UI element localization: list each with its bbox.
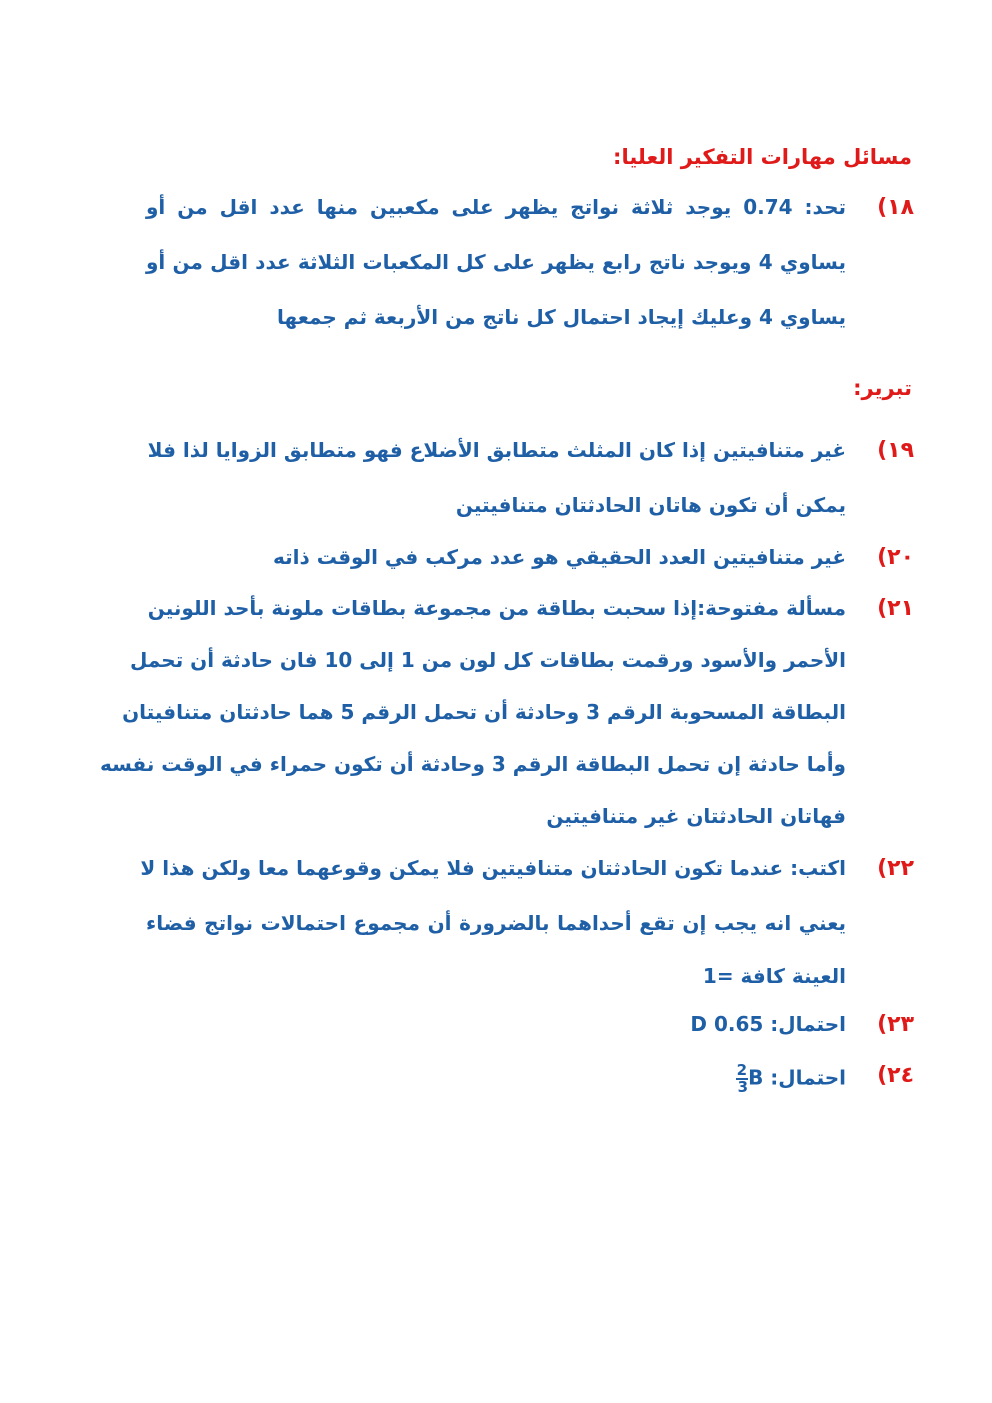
question-number: ١٩) — [877, 438, 914, 463]
answer-line: فهاتان الحادثتان غير متنافيتين — [546, 804, 846, 828]
answer-line: العينة كافة =1 — [702, 964, 846, 988]
answer-line: مسألة مفتوحة:إذا سحبت بطاقة من مجموعة بطاقات ملونة بأحد اللونين — [147, 596, 846, 620]
fraction-numerator: 2 — [736, 1061, 748, 1079]
answer-line: يعني انه يجب إن تقع أحداهما بالضرورة أن مجموع احتمالات نواتج فضاء — [146, 911, 846, 935]
question-number: ٢٠) — [877, 545, 914, 570]
answer-line: احتمال: D 0.65 — [690, 1012, 846, 1036]
question-number: ٢١) — [877, 596, 914, 621]
hots-heading: مسائل مهارات التفكير العليا: — [613, 145, 912, 169]
answer-line: يمكن أن تكون هاتان الحادثتان متنافيتين — [455, 493, 846, 517]
answer-line: غير متنافيتين العدد الحقيقي هو عدد مركب في الوقت ذاته — [273, 545, 846, 569]
fraction — [736, 1063, 748, 1095]
answer-line: البطاقة المسحوبة الرقم 3 وحادثة أن تحمل الرقم 5 هما حادثتان متنافيتان — [122, 700, 846, 724]
question-number: ١٨) — [877, 195, 914, 220]
answer-line: يساوي 4 ويوجد ناتج رابع يظهر على كل المكعبات الثلاثة عدد اقل من أو — [146, 250, 846, 274]
probability-label: احتمال: — [770, 1065, 846, 1090]
answer-line: اكتب: عندما تكون الحادثتان متنافيتين فلا يمكن وقوعهما معا ولكن هذا لا — [140, 856, 846, 880]
answer-line — [346, 1063, 846, 1119]
question-number: ٢٤) — [877, 1063, 914, 1088]
fraction-denominator: 3 — [737, 1078, 749, 1096]
question-number: ٢٢) — [877, 856, 914, 881]
answer-choice: B — [748, 1065, 764, 1090]
answer-line: يساوي 4 وعليك إيجاد احتمال كل ناتج من الأربعة ثم جمعها — [276, 305, 846, 329]
answer-line: وأما حادثة إن تحمل البطاقة الرقم 3 وحادثة أن تكون حمراء في الوقت نفسه — [99, 752, 846, 776]
answer-line: تحد: 0.74 يوجد ثلاثة نواتج يظهر على مكعبين منها عدد اقل من أو — [146, 195, 847, 219]
answer-line: غير متنافيتين إذا كان المثلث متطابق الأضلاع فهو متطابق الزوايا لذا فلا — [147, 438, 846, 462]
justify-heading: تبرير: — [853, 376, 912, 400]
question-number: ٢٣) — [877, 1012, 914, 1037]
answer-line: الأحمر والأسود ورقمت بطاقات كل لون من 1 إلى 10 فان حادثة أن تحمل — [130, 648, 846, 672]
fraction-answer — [736, 1063, 764, 1095]
